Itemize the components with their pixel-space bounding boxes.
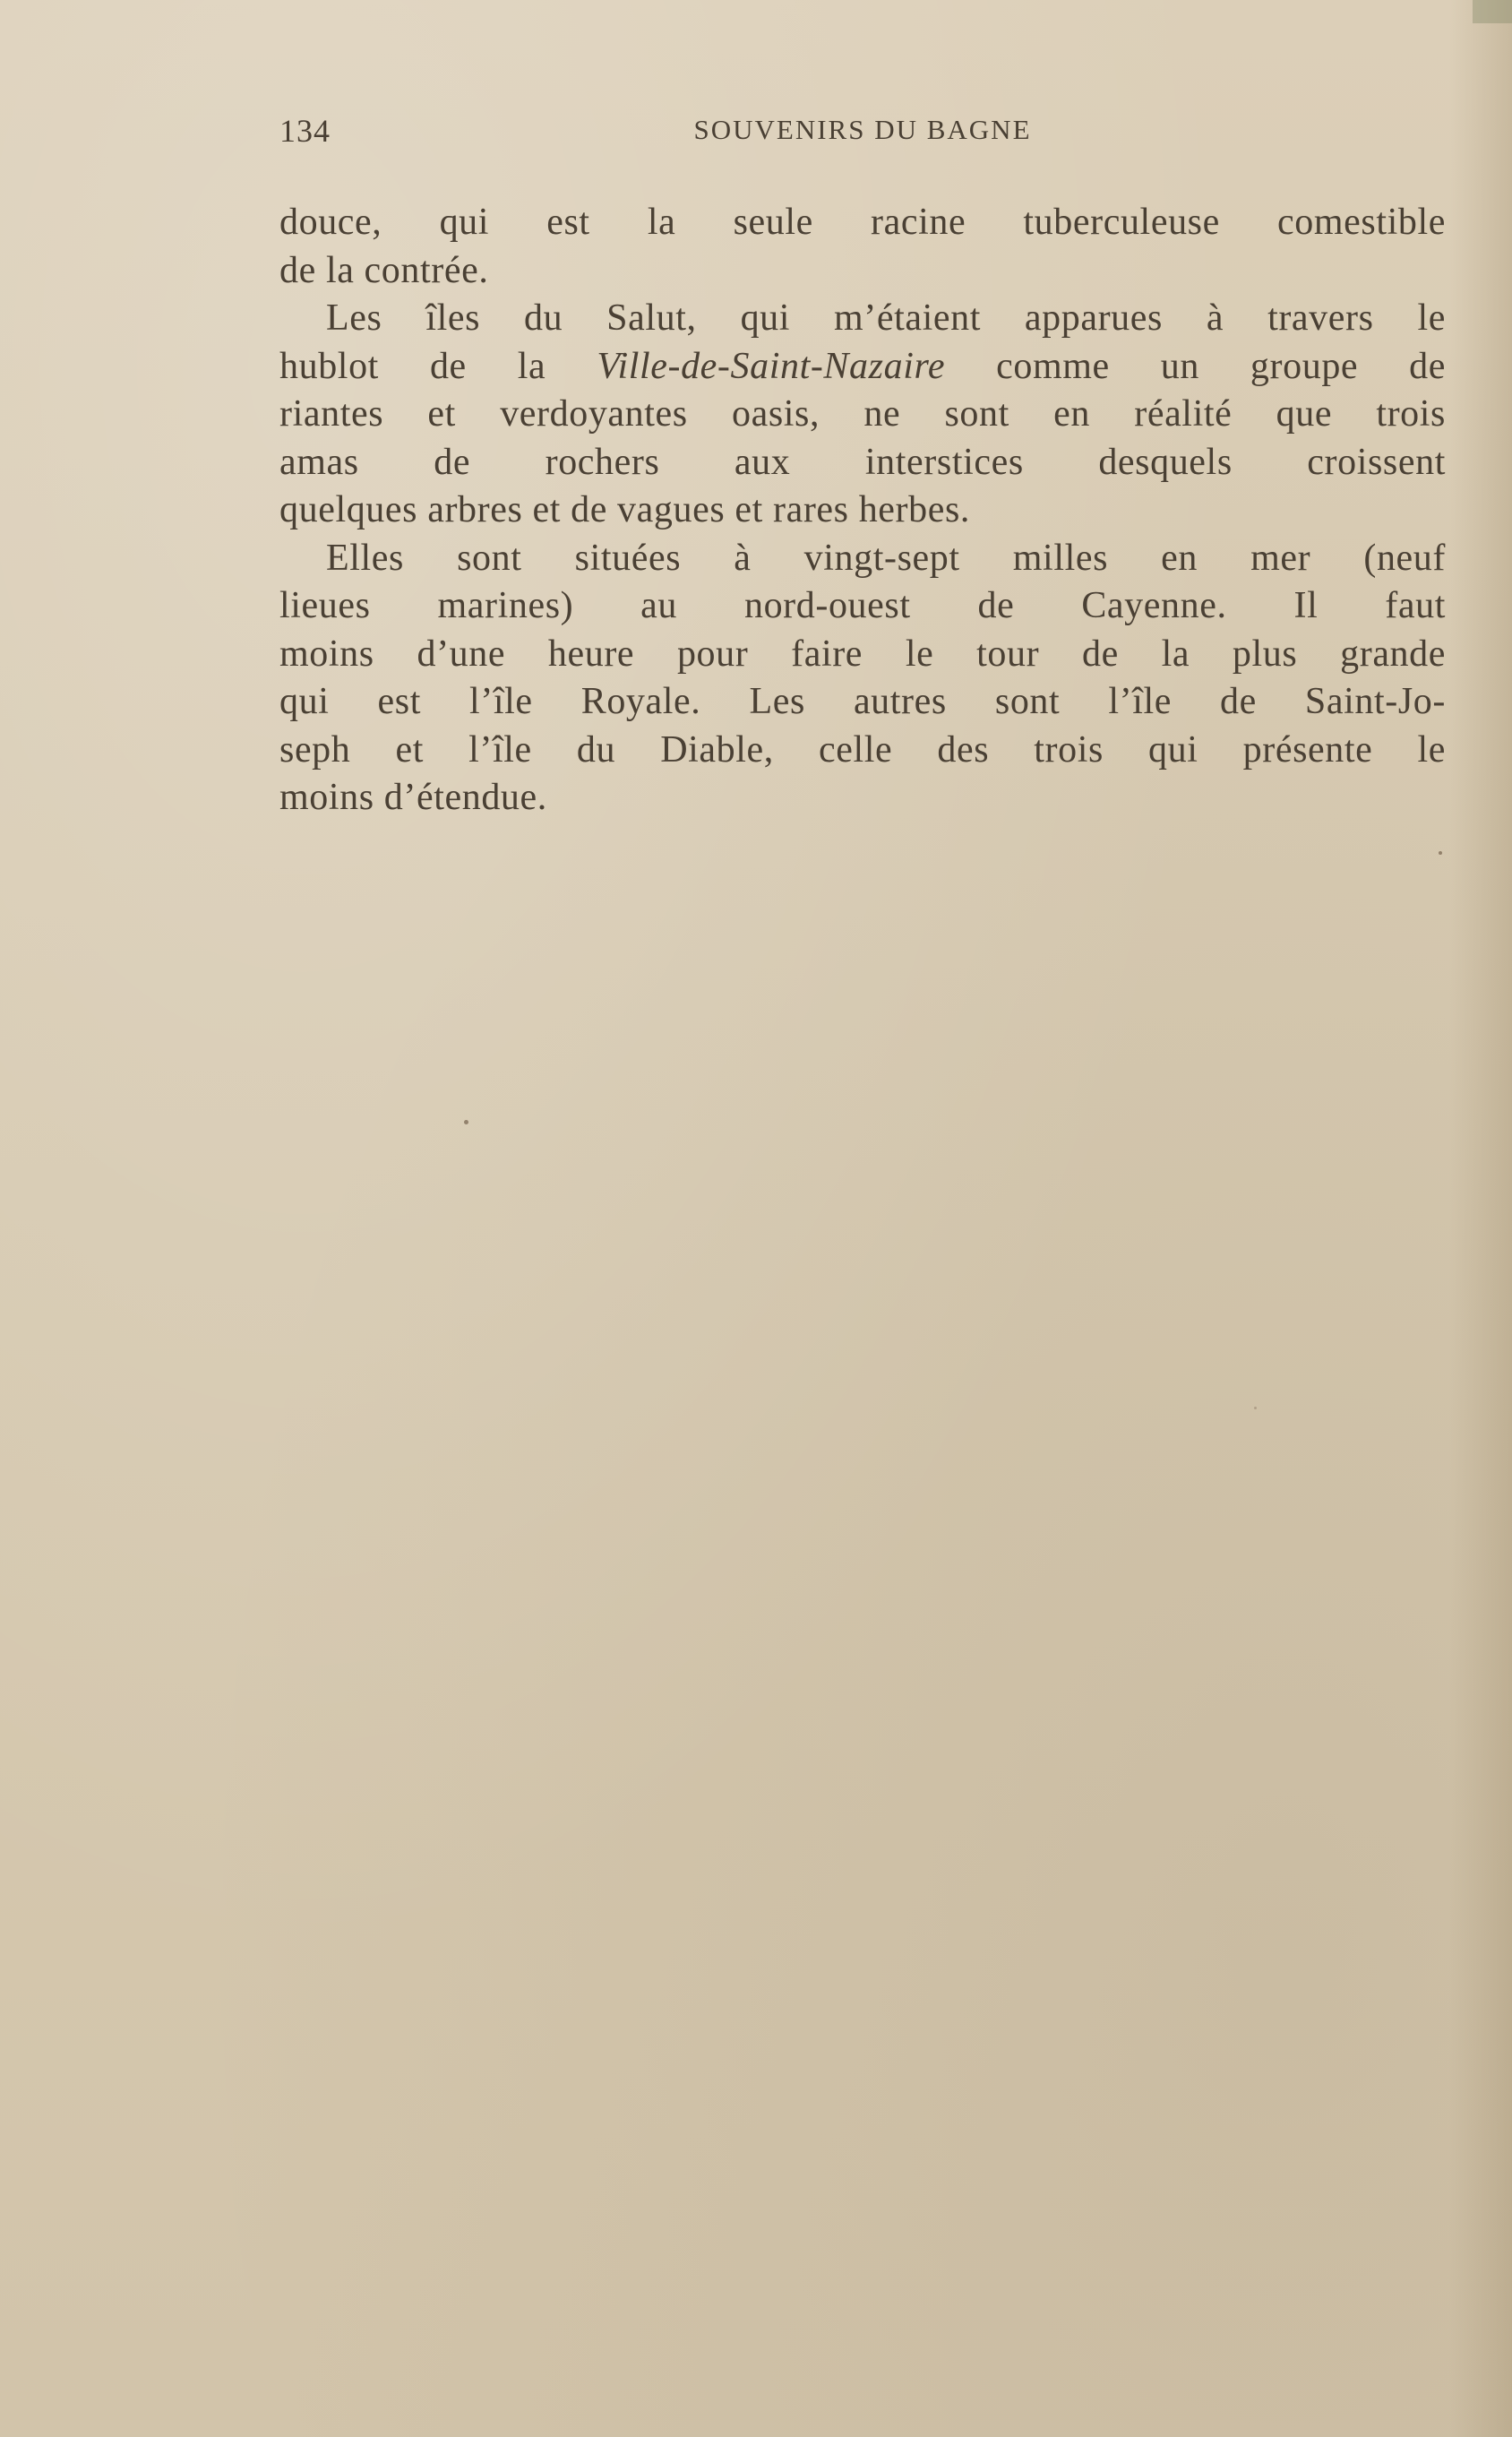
running-title: SOUVENIRS DU BAGNE	[693, 114, 1032, 145]
paragraph-3-line-1: Elles sont situées à vingt-sept milles en mer (neuf	[326, 537, 1446, 579]
paper-speck	[1439, 851, 1442, 855]
paragraph-3	[279, 535, 1446, 822]
page-header	[279, 112, 1446, 157]
paragraph-2-line-5: quelques arbres et de vagues et rares herbes.	[279, 489, 971, 530]
page-edge-shadow	[1449, 0, 1512, 2437]
paragraph-2-line-2-start: hublot de la	[279, 345, 597, 387]
paper-speck	[464, 1120, 468, 1124]
paragraph-3-line-3: moins d’une heure pour faire le tour de la plus grande	[279, 633, 1446, 675]
page-number: 134	[279, 113, 331, 149]
paragraph-1-line-1: douce, qui est la seule racine tuberculeuse comestible	[279, 202, 1446, 243]
paragraph-3-line-2: lieues marines) au nord-ouest de Cayenne. Il faut	[279, 585, 1446, 626]
paragraph-2-line-4: amas de rochers aux interstices desquels croissent	[279, 441, 1446, 483]
paragraph-2-line-3: riantes et verdoyantes oasis, ne sont en réalité que trois	[279, 393, 1446, 435]
paragraph-2-line-1: Les îles du Salut, qui m’étaient apparues à travers le	[326, 297, 1446, 339]
paragraph-2	[279, 295, 1446, 535]
page-corner-mark	[1473, 0, 1512, 23]
paper-speck	[1254, 1407, 1257, 1409]
paragraph-1	[279, 199, 1446, 295]
paragraph-3-line-6: moins d’étendue.	[279, 777, 547, 818]
paragraph-2-line-2-end: comme un groupe de	[945, 345, 1447, 387]
paragraph-2-line-2	[279, 343, 1446, 392]
paragraph-3-line-5: seph et l’île du Diable, celle des trois qui présente le	[279, 728, 1446, 771]
paragraph-1-line-2: de la contrée.	[279, 249, 489, 291]
paragraph-3-line-4: qui est l’île Royale. Les autres sont l’île de Saint-Jo-	[279, 681, 1446, 722]
body-text	[279, 199, 1446, 822]
ship-name: Ville-de-Saint-Nazaire	[597, 345, 946, 387]
